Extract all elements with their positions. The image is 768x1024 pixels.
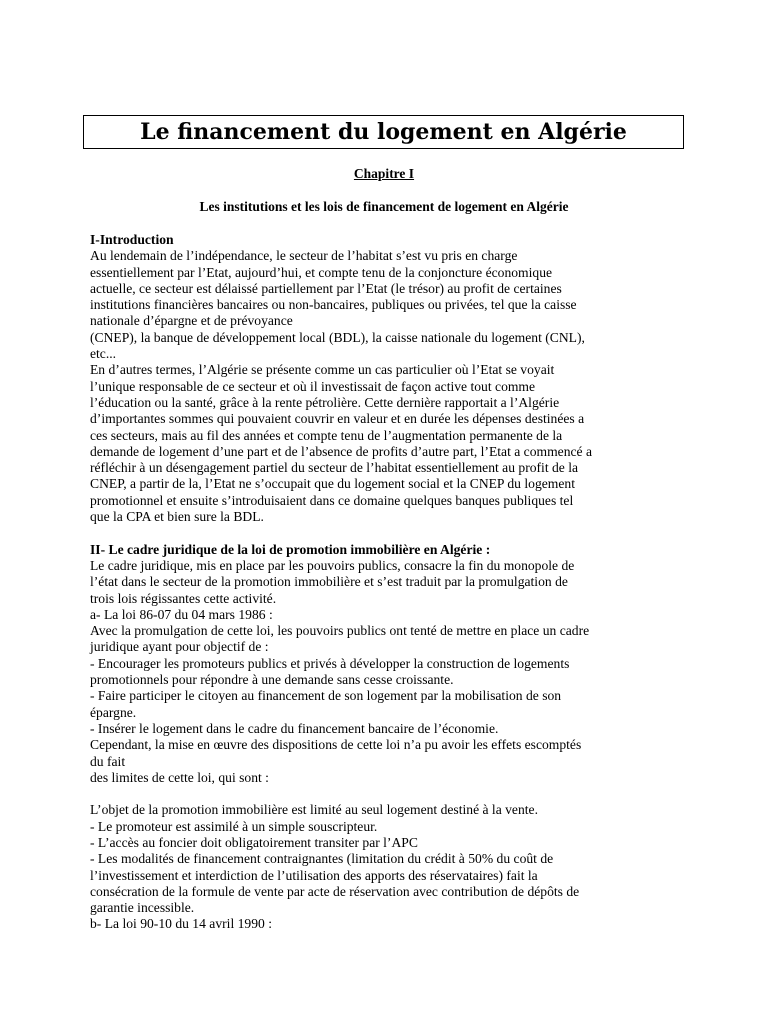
text-line: que la CPA et bien sure la BDL. [90,509,264,525]
text-line: actuelle, ce secteur est délaissé partiellement par l’Etat (le trésor) au profit de certaines [90,280,562,296]
text-line: du fait [90,753,126,769]
text-line: d’importantes sommes qui pouvaient couvrir en valeur et en durée les dépenses destinées a [90,411,585,427]
text-line: réfléchir à un désengagement partiel du secteur de l’habitat essentiellement au profit de la [90,460,579,476]
text-line: Avec la promulgation de cette loi, les pouvoirs publics ont tenté de mettre en place un cadre [90,623,590,639]
text-line: consécration de la formule de vente par acte de réservation avec contribution de dépôts de [90,883,580,899]
text-line: - Le promoteur est assimilé à un simple souscripteur. [90,818,378,834]
text-line: CNEP, a partir de la, l’Etat ne s’occupait que du logement social et la CNEP du logement [90,476,575,492]
text-line: b- La loi 90-10 du 14 avril 1990 : [90,916,272,932]
body-text [90,232,690,933]
text-line: En d’autres termes, l’Algérie se présente comme un cas particulier où l’Etat se voyait [90,362,555,378]
text-line: Au lendemain de l’indépendance, le secteur de l’habitat s’est vu pris en charge [90,248,518,264]
text-line: garantie incessible. [90,900,195,916]
text-line: nationale d’épargne et de prévoyance [90,313,293,329]
text-line: ces secteurs, mais au fil des années et compte tenu de l’augmentation permanente de la [90,427,563,443]
text-line: l’investissement et interdiction de l’utilisation des apports des réservataires) fait la [90,867,538,883]
text-line: etc... [90,346,117,362]
text-line: (CNEP), la banque de développement local (BDL), la caisse nationale du logement (CNL), [90,329,585,345]
text-line: promotionnel et ensuite s’introduisaient dans ce domaine quelques banques publiques tel [90,492,574,508]
text-line: - Insérer le logement dans le cadre du financement bancaire de l’économie. [90,720,499,736]
text-line: épargne. [90,704,137,720]
text-line: a- La loi 86-07 du 04 mars 1986 : [90,606,273,622]
section-heading: I-Introduction [90,232,174,247]
text-line: des limites de cette loi, qui sont : [90,769,269,785]
text-line: trois lois régissantes cette activité. [90,590,277,606]
text-line: l’éducation ou la santé, grâce à la rente pétrolière. Cette dernière rapportait a l’Algérie [90,394,560,410]
text-line: promotionnels pour répondre à une demande sans cesse croissante. [90,672,454,688]
text-line: L’objet de la promotion immobilière est limité au seul logement destiné à la vente. [90,802,538,818]
text-line: juridique ayant pour objectif de : [90,639,269,655]
blank-line [90,525,690,541]
chapter-heading: Chapitre I [353,166,415,181]
text-line: l’état dans le secteur de la promotion immobilière et s’est traduit par la promulgation de [90,574,568,590]
chapter-subtitle: Les institutions et les lois de financement de logement en Algérie [199,199,569,214]
text-line: Le cadre juridique, mis en place par les pouvoirs publics, consacre la fin du monopole de [90,557,575,573]
document-title: Le financement du logement en Algérie [83,115,684,149]
text-line: - Les modalités de financement contraignantes (limitation du crédit à 50% du coût de [90,851,554,867]
section-heading: II- Le cadre juridique de la loi de promotion immobilière en Algérie : [90,541,491,557]
text-line: - L’accès au foncier doit obligatoirement transiter par l’APC [90,834,418,850]
text-line: institutions financières bancaires ou non-bancaires, publiques ou privées, tel que la caisse [90,297,577,313]
text-line: demande de logement d’une part et de l’absence de profits d’autre part, l’Etat a commencé a [90,443,592,459]
text-line: l’unique responsable de ce secteur et où il investissait de façon active tout comme [90,378,536,394]
blank-line [90,786,690,802]
text-line: Cependant, la mise en œuvre des dispositions de cette loi n’a pu avoir les effets escomptés [90,737,582,753]
text-line: essentiellement par l’Etat, aujourd’hui, et compte tenu de la conjoncture économique [90,264,553,280]
text-line: - Faire participer le citoyen au financement de son logement par la mobilisation de son [90,688,562,704]
text-line: - Encourager les promoteurs publics et privés à développer la construction de logements [90,655,570,671]
